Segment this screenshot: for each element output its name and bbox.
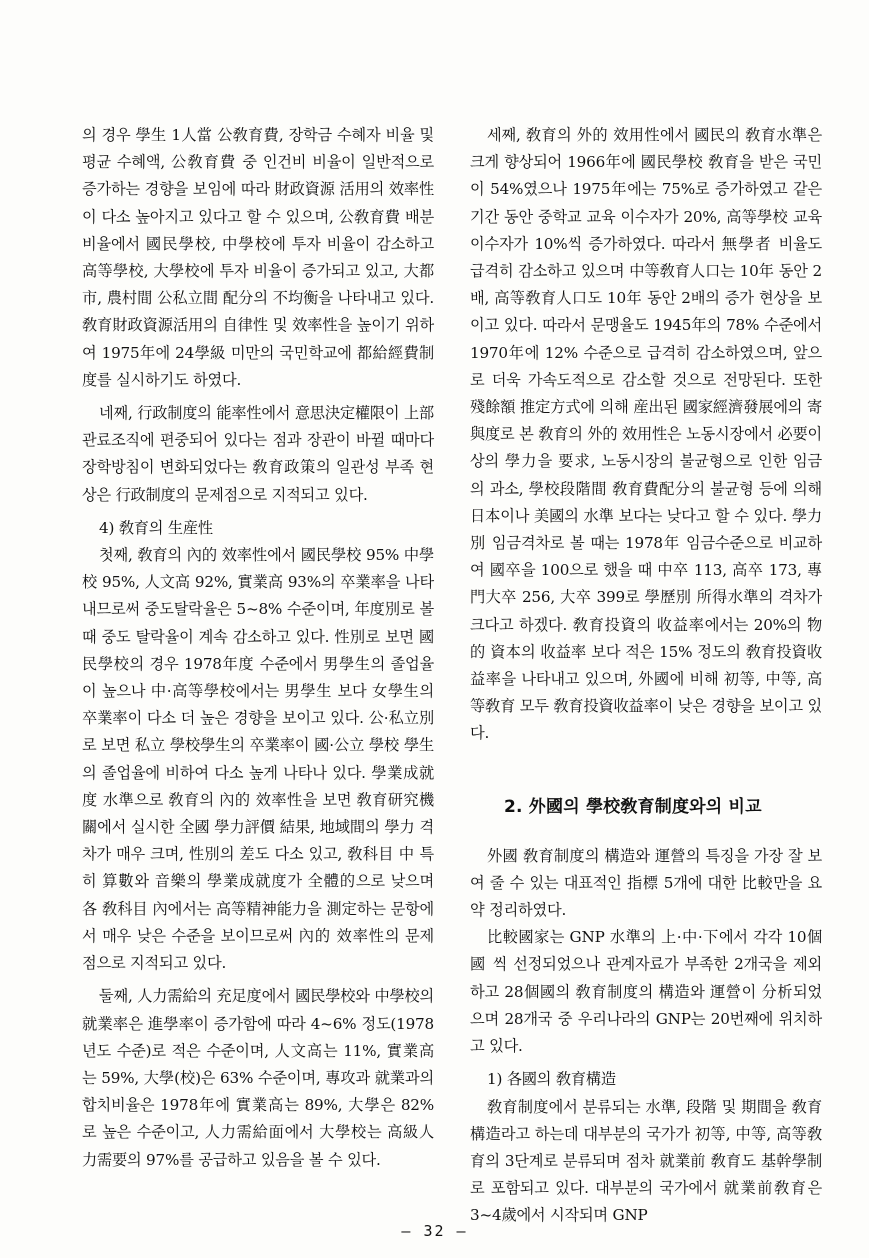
paragraph-finance-efficiency: 의 경우 學生 1人當 公敎育費, 장학금 수혜자 비율 및 평균 수혜액, 公敎育費 중 인건비 비율이 일반적으로 증가하는 경향을 보임에 따라 財政資源 活用의 效率性이 다소 높아지고 있다고 할 수 있으며, 公敎育費 배분 비율에서 國民學校, 中學校에 투자 비율이 감소하고 高等學校, 大學校에 투자 비율이 증가되고 있고, 大都市, 農村間 公私立間 配分의 不均衡을 나타내고 있다. 敎育財政資源活用의 自律性 및 效率性을 높이기 위하여 1975年에 24學級 미만의 국민학교에 都給經費制度를 실시하기도 하였다. <box>82 126 434 389</box>
paragraph-external-utility: 세째, 敎育의 外的 效用性에서 國民의 敎育水準은 크게 향상되어 1966年에 國民學校 敎育을 받은 국민이 54%였으나 1975年에는 75%로 증가하였고 같은 기간 동안 중학교 교육 이수자가 20%, 高等學校 교육 이수자가 10%씩 증가하였다. 따라서 無學者 비율도 급격히 감소하고 있으며 中等敎育人口는 10年 동안 2배, 高等敎育人口도 10年 동안 2배의 증가 현상을 보이고 있다. 따라서 문맹율도 1945年의 78% 수준에서 1970年에 12% 수준으로 급격히 감소하였으며, 앞으로 더욱 가속도적으로 감소할 것으로 전망된다. 또한 殘餘額 推定方式에 의해 産出된 國家經濟發展에의 寄與度로 본 敎育의 外的 效用性은 노동시장에서 必要이상의 學力을 要求, 노동시장의 불균형으로 인한 임금의 과소, 學校段階間 敎育費配分의 불균형 등에 의해 日本이나 美國의 水準 보다는 낮다고 할 수 있다. 學力別 임금격차로 볼 때는 1978年 임금수준으로 비교하여 國卒을 100으로 했을 때 中卒 113, 高卒 173, 專門大卒 256, 大卒 399로 學歷別 所得水準의 격차가 크다고 하겠다. 敎育投資의 收益率에서는 20%의 物的 資本의 收益率 보다 적은 15% 정도의 敎育投資收益率을 나타내고 있으며, 外國에 비해 初等, 中等, 高等敎育 모두 敎育投資收益率이 낮은 경향을 보이고 있다. <box>470 126 822 743</box>
right-column <box>470 122 822 1230</box>
section-heading-comparison: 2. 外國의 學校敎育制度와의 비교 <box>504 796 762 817</box>
paragraph-administration: 네째, 行政制度의 能率性에서 意思決定權限이 上部 관료조직에 편중되어 있다는 점과 장관이 바뀔 때마다 장학방침이 변화되었다는 敎育政策의 일관성 부족 현상은 行政制度의 문제점으로 지적되고 있다. <box>82 404 434 504</box>
page-number: — 32 — <box>401 1222 468 1240</box>
paragraph-structure: 敎育制度에서 분류되는 水準, 段階 및 期間을 敎育構造라고 하는데 대부분의 국가가 初等, 中等, 高等敎育의 3단계로 분류되며 점차 就業前 敎育도 基幹學制로 포함되고 있다. 대부분의 국가에서 就業前敎育은 3~4歲에서 시작되며 GNP <box>470 1097 822 1225</box>
paragraph-comparison-countries: 比較國家는 GNP 水準의 上·中·下에서 각각 10個國 씩 선정되었으나 관계자료가 부족한 2개국을 제외하고 28個國의 敎育制度의 構造와 運營이 分析되었으며 28개국 중 우리나라의 GNP는 20번째에 위치하고 있다. <box>470 928 822 1056</box>
left-column <box>82 122 434 1174</box>
paragraph-manpower: 둘째, 人力需給의 充足度에서 國民學校와 中學校의 就業率은 進學率이 증가함에 따라 4~6% 정도(1978년도 수준)로 적은 수준이며, 人文高는 11%, 實業高는 59%, 大學(校)은 63% 수준이며, 專攻과 就業과의 합치비율은 1978年에 實業高는 89%, 大學은 82%로 높은 수준이고, 人力需給面에서 大學校는 高級人力需要의 97%를 공급하고 있음을 볼 수 있다. <box>82 987 434 1169</box>
sub-heading-structure: 1) 各國의 敎育構造 <box>487 1070 616 1089</box>
sub-heading-productivity: 4) 敎育의 生産性 <box>99 518 213 537</box>
paragraph-internal-efficiency: 첫째, 敎育의 內的 效率性에서 國民學校 95% 中學校 95%, 人文高 92%, 實業高 93%의 卒業率을 나타내므로써 중도탈락율은 5~8% 수준이며, 年度別로 볼 때 중도 탈락율이 계속 감소하고 있다. 性別로 보면 國民學校의 경우 1978年度 수준에서 男學生의 졸업율이 높으나 中·高等學校에서는 男學生 보다 女學生의 卒業率이 다소 더 높은 경향을 보이고 있다. 公·私立別로 보면 私立 學校學生의 卒業率이 國·公立 學校 學生의 졸업율에 비하여 다소 높게 나타나 있다. 學業成就度 水準으로 敎育의 內的 效率性을 보면 敎育研究機關에서 실시한 全國 學力評價 結果, 地域間의 學力 격차가 매우 크며, 性別의 差도 다소 있고, 敎科目 中 특히 算數와 音樂의 學業成就度가 全體的으로 낮으며 各 敎科目 內에서는 高等精神能力을 測定하는 문항에서 매우 낮은 수준을 보이므로써 內的 效率性의 문제점으로 지적되고 있다. <box>82 546 434 973</box>
paragraph-comparison-intro: 外國 敎育制度의 構造와 運營의 특징을 가장 잘 보여 줄 수 있는 대표적인 指標 5개에 대한 比較만을 요약 정리하였다. <box>470 846 822 920</box>
